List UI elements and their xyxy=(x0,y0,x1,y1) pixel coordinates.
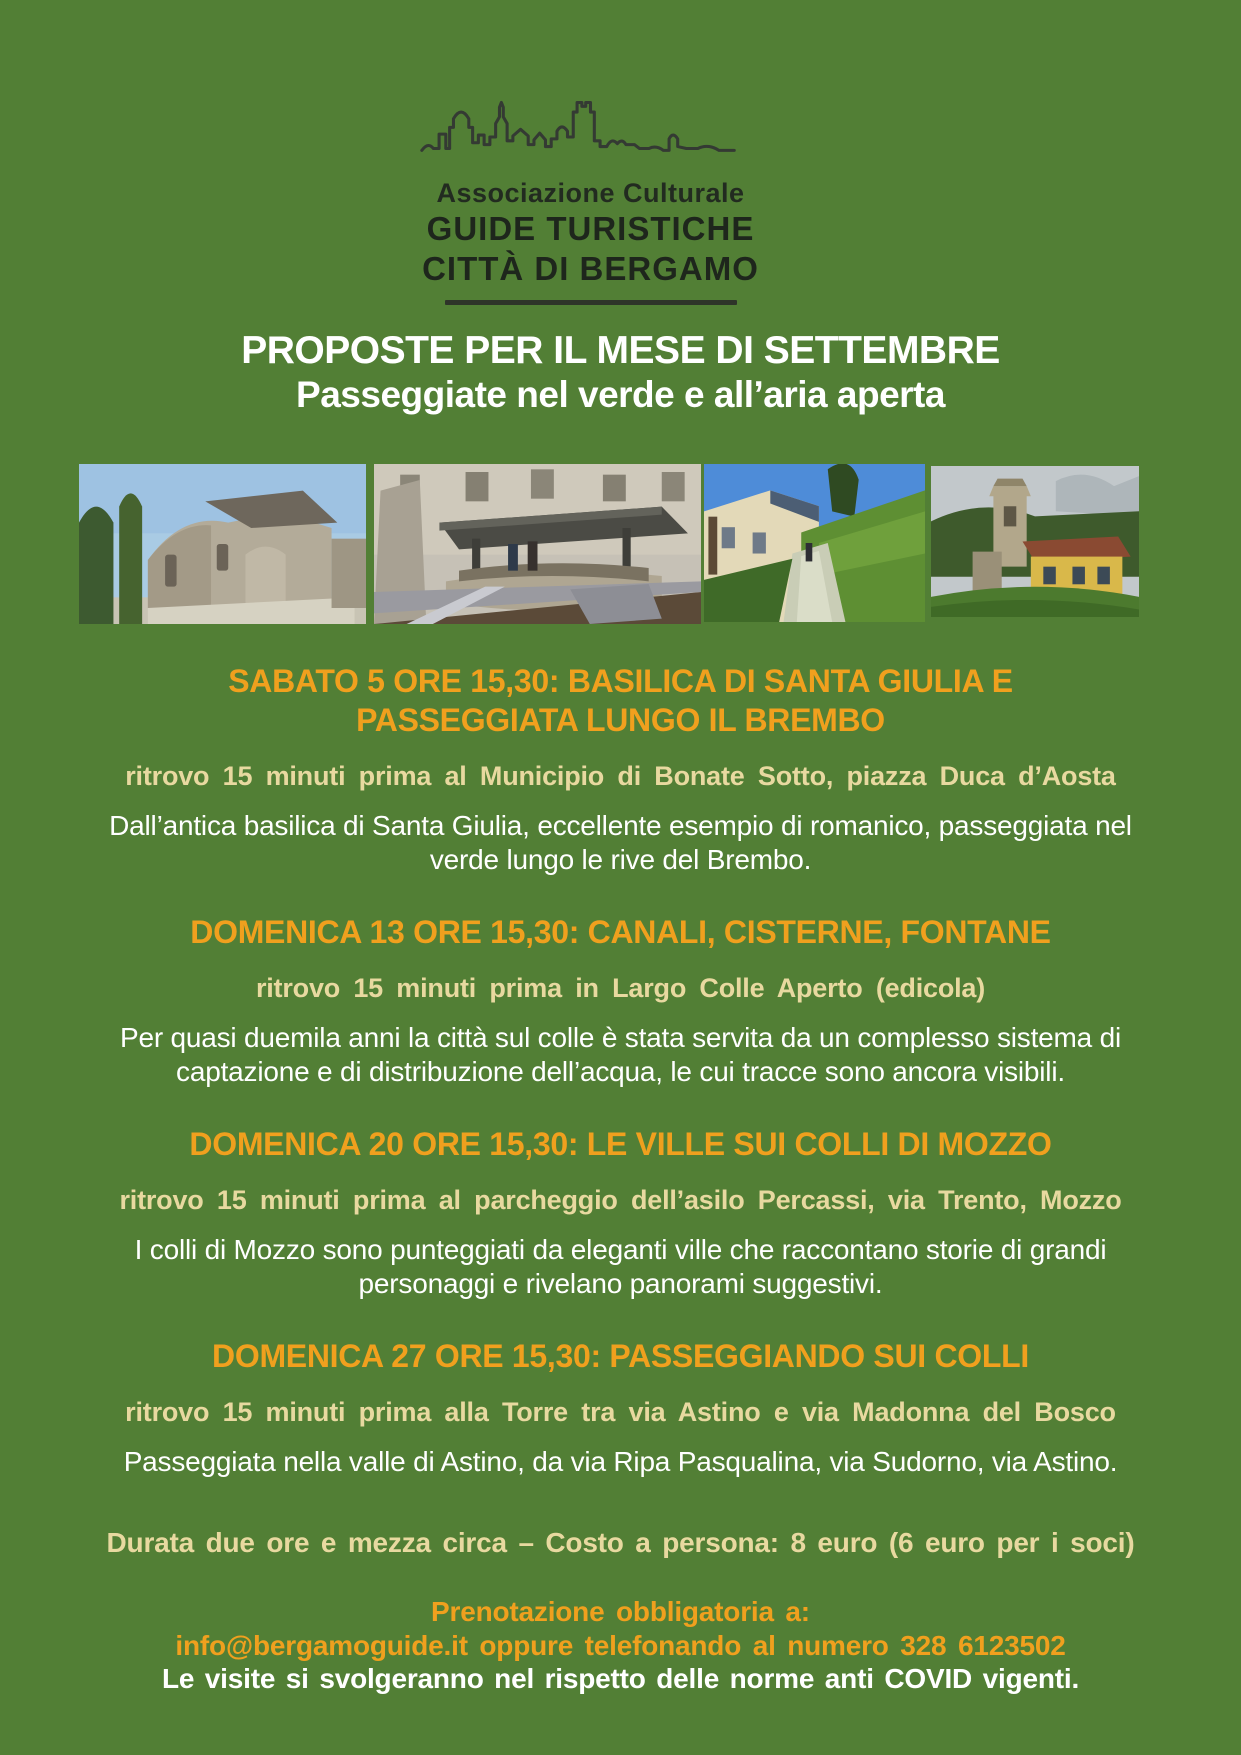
event-meeting-point: ritrovo 15 minuti prima alla Torre tra via Astino e via Madonna del Bosco xyxy=(125,1397,1116,1428)
page-title-line2: Passeggiate nel verde e all’aria aperta xyxy=(296,374,945,416)
event-meeting-point: ritrovo 15 minuti prima al parcheggio dell’asilo Percassi, via Trento, Mozzo xyxy=(119,1184,1122,1215)
event-meeting-point: ritrovo 15 minuti prima in Largo Colle Aperto (edicola) xyxy=(255,972,986,1003)
event-description: Per quasi duemila anni la città sul colle è stata servita da un complesso sistema di captazione e di distribuzione dell’acqua, le cui tracce sono ancora visibili. xyxy=(119,1021,1122,1087)
photo-strip xyxy=(79,464,1139,624)
event-description: I colli di Mozzo sono punteggiati da eleganti ville che raccontano storie di grandi personaggi e rivelano panorami suggestivi. xyxy=(134,1233,1107,1299)
fontana-coperta-photo xyxy=(374,464,701,624)
event-section-domenica-27 xyxy=(0,1337,1241,1479)
event-description: Dall’antica basilica di Santa Giulia, eccellente esempio di romanico, passeggiata nel verde lungo le rive del Brembo. xyxy=(109,809,1132,875)
event-description: Passeggiata nella valle di Astino, da via Ripa Pasqualina, via Sudorno, via Astino. xyxy=(123,1445,1118,1477)
event-heading: DOMENICA 27 ORE 15,30: PASSEGGIANDO SUI COLLI xyxy=(212,1338,1029,1375)
covid-notice: Le visite si svolgeranno nel rispetto delle norme anti COVID vigenti. xyxy=(161,1663,1080,1695)
event-heading: DOMENICA 20 ORE 15,30: LE VILLE SUI COLLI DI MOZZO xyxy=(189,1125,1052,1162)
event-section-sabato-5 xyxy=(0,662,1241,877)
page-title-line1: PROPOSTE PER IL MESE DI SETTEMBRE xyxy=(241,328,1000,372)
org-name-line2: GUIDE TURISTICHE xyxy=(426,210,755,247)
event-heading: SABATO 5 ORE 15,30: BASILICA DI SANTA GIULIA E PASSEGGIATA LUNGO IL BREMBO xyxy=(228,662,1013,738)
logo-underline xyxy=(445,300,737,305)
booking-contact: info@bergamoguide.it oppure telefonando al numero 328 6123502 xyxy=(175,1629,1066,1661)
org-name-line3: CITTÀ DI BERGAMO xyxy=(422,250,759,288)
flyer-footer xyxy=(0,1527,1241,1696)
bergamo-skyline-icon xyxy=(418,88,763,162)
event-section-domenica-20 xyxy=(0,1125,1241,1301)
org-name-line1: Associazione Culturale xyxy=(436,178,745,208)
event-section-domenica-13 xyxy=(0,913,1241,1089)
booking-label: Prenotazione obbligatoria a: xyxy=(431,1595,810,1627)
booking-info xyxy=(0,1595,1241,1662)
page-title xyxy=(0,329,1241,418)
basilica-santa-giulia-photo xyxy=(79,464,366,624)
duration-cost-line: Durata due ore e mezza circa – Costo a persona: 8 euro (6 euro per i soci) xyxy=(106,1526,1135,1558)
event-heading: DOMENICA 13 ORE 15,30: CANALI, CISTERNE, FONTANE xyxy=(190,913,1051,950)
torre-e-villa-photo xyxy=(931,466,1139,617)
event-meeting-point: ritrovo 15 minuti prima al Municipio di Bonate Sotto, piazza Duca d’Aosta xyxy=(125,760,1116,791)
association-logo-block xyxy=(0,0,1211,305)
sentiero-nel-verde-photo xyxy=(704,464,925,622)
